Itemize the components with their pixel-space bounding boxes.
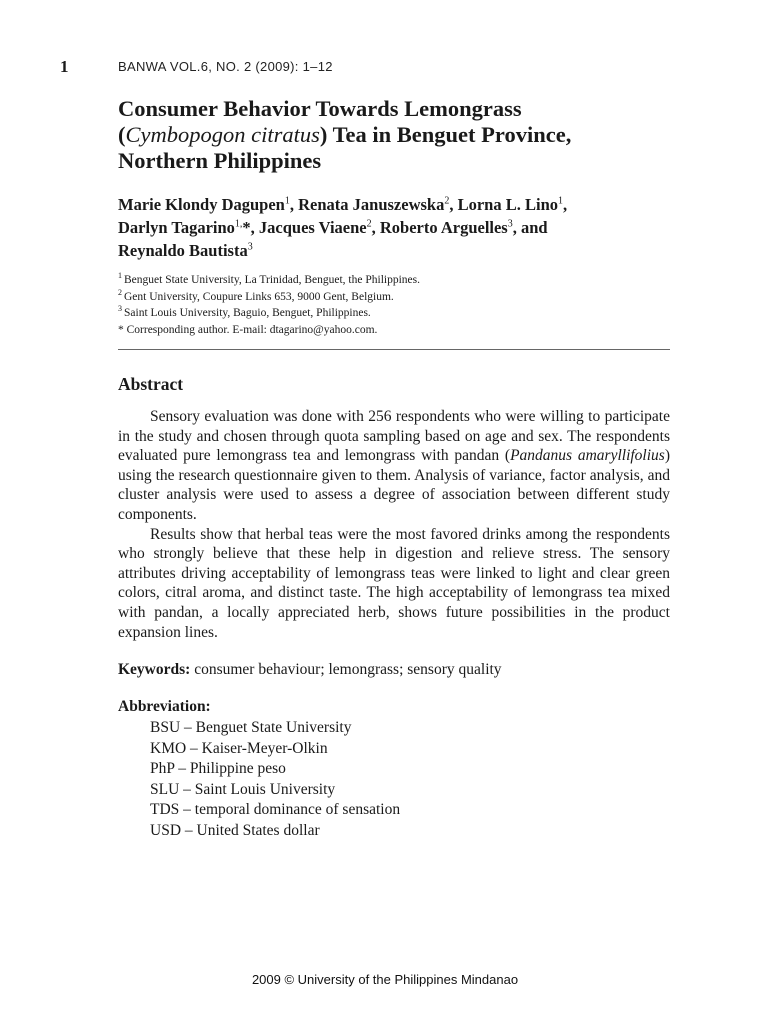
author-name: Lorna L. Lino <box>457 195 558 214</box>
title-species: Cymbopogon citratus <box>125 122 320 147</box>
affiliation-text: Gent University, Coupure Links 653, 9000 Gent, Belgium. <box>124 290 394 303</box>
title-line-2: ) Tea in Benguet Province, <box>319 122 572 147</box>
author-affil-mark: 3 <box>247 241 253 253</box>
corresponding-author <box>118 322 670 339</box>
keywords <box>118 661 670 679</box>
author-separator: , and <box>512 218 548 237</box>
author-name: Marie Klondy Dagupen <box>118 195 285 214</box>
abbreviation-item: KMO – Kaiser-Meyer-Olkin <box>150 739 328 757</box>
affiliation-mark: 2 <box>118 287 122 297</box>
title-line-1: Consumer Behavior Towards Lemongrass <box>118 96 522 121</box>
abstract-body <box>118 407 670 642</box>
abstract-paragraph <box>118 407 670 525</box>
page-footer: 2009 © University of the Philippines Mindanao <box>251 972 519 987</box>
affiliation-item <box>118 272 670 289</box>
title-open-paren: ( <box>118 122 126 147</box>
title-line-3: Northern Philippines <box>118 148 322 173</box>
abstract-heading: Abstract <box>118 374 184 394</box>
abstract-paragraph: Results show that herbal teas were the most favored drinks among the respondents who strongly believe that these help in digestion and relieve stress. The sensory attributes driving acceptability of lemongrass teas were linked to light and clear green colors, citral aroma, and distinct taste. The high acceptability of lemongrass tea mixed with pandan, a locally appreciated herb, shows future possibilities in the product expansion lines. <box>118 525 670 641</box>
author-affil-mark: 2 <box>444 195 450 207</box>
keywords-text: consumer behaviour; lemongrass; sensory quality <box>190 661 502 679</box>
affiliation-mark: 3 <box>118 304 122 314</box>
author-affil-mark: 1 <box>284 195 290 207</box>
abbreviation-heading: Abbreviation: <box>118 698 211 716</box>
affiliation-text: Saint Louis University, Baguio, Benguet, Philippines. <box>124 307 371 319</box>
author-name: Jacques Viaene <box>258 218 367 237</box>
author-affil-mark: 1 <box>558 195 563 207</box>
affiliation-mark: 1 <box>118 271 122 281</box>
author-separator: , <box>449 195 458 214</box>
abstract-text: ) using the research questionnaire given to them. Analysis of variance, factor analysis, and cluster analysis were used to assess a degree of association between different study components. <box>118 447 670 523</box>
author-name: Reynaldo Bautista <box>118 241 248 260</box>
author-name: Roberto Arguelles <box>379 218 508 237</box>
article-title <box>118 96 670 174</box>
abbreviation-item: USD – United States dollar <box>150 821 320 839</box>
abstract-text: Sensory evaluation was done with 256 respondents who were willing to participate in the study and chosen through quota sampling based on age and sex. The respondents evaluated pure lemongrass tea and lemongrass with pandan ( <box>118 408 670 465</box>
author-separator: *, <box>242 218 259 237</box>
author-separator: , <box>371 218 380 237</box>
author-affil-mark: 2 <box>366 218 372 230</box>
affiliation-text: * Corresponding author. E-mail: dtagarino@yahoo.com. <box>118 323 378 336</box>
affiliation-item <box>118 289 670 306</box>
author-list <box>118 193 670 262</box>
affiliations <box>118 272 670 338</box>
keywords-label: Keywords: <box>118 661 191 679</box>
divider <box>118 349 670 350</box>
abbreviation-item: PhP – Philippine peso <box>150 760 286 778</box>
abbreviation-item: TDS – temporal dominance of sensation <box>150 801 401 819</box>
affiliation-item <box>118 305 670 322</box>
author-affil-mark: 3 <box>507 218 513 230</box>
abstract-species: Pandanus amaryllifolius <box>510 447 665 465</box>
page-number: 1 <box>60 57 69 76</box>
author-separator: , <box>563 195 568 214</box>
affiliation-text: Benguet State University, La Trinidad, Benguet, the Philippines. <box>124 274 420 286</box>
abbreviation-item: BSU – Benguet State University <box>150 719 352 737</box>
abbreviation-list <box>118 718 670 841</box>
author-separator: , <box>289 195 299 214</box>
article-content <box>118 96 670 841</box>
author-affil-mark: 1, <box>234 218 243 230</box>
running-head: BANWA VOL.6, NO. 2 (2009): 1–12 <box>118 59 333 74</box>
author-name: Darlyn Tagarino <box>118 218 235 237</box>
author-name: Renata Januszewska <box>298 195 445 214</box>
abbreviation-item: SLU – Saint Louis University <box>150 780 336 798</box>
